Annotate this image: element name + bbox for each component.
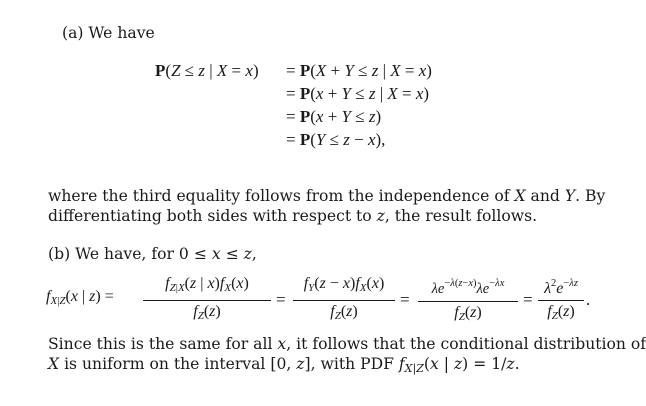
- final-period: .: [586, 290, 591, 309]
- eq2: = P(x + Y ≤ z | X = x): [286, 84, 430, 103]
- fraction-4-numerator: $\lambda^2e^{-\lambda z}$: [544, 278, 578, 297]
- fraction-1-numerator: $f_{Z|X}(z$ | $x)f_X(x)$: [165, 275, 249, 294]
- fraction-1: [143, 274, 271, 326]
- part-a-heading: (a) We have: [62, 24, 155, 42]
- equals-sign-1: =: [276, 290, 286, 309]
- eq1-rhs: = P(X + Y ≤ z | X = x): [286, 61, 432, 80]
- part-a-text-line-2: differentiating both sides with respect to z, the result follows.: [48, 207, 538, 225]
- part-a-text-line-1: where the third equality follows from the independence of X and Y. By: [48, 187, 606, 205]
- equals-sign-2: =: [400, 290, 410, 309]
- part-b-text-line-2: X is uniform on the interval [0, z], with PDF $f_{X|Z}(x$ | z) = 1/z.: [48, 355, 520, 375]
- fraction-4: [538, 274, 584, 326]
- fraction-1-denominator: $f_Z(z)$: [193, 303, 221, 322]
- eq3: = P(x + Y ≤ z): [286, 107, 382, 126]
- eq4: = P(Y ≤ z − x),: [286, 130, 386, 149]
- part-b-lhs: $f_{X|Z}(x$ | z) =: [46, 288, 114, 307]
- equals-sign-3: =: [523, 290, 533, 309]
- fraction-3-denominator: $f_Z(z)$: [454, 304, 482, 323]
- fraction-2-denominator: $f_Z(z)$: [330, 303, 358, 322]
- fraction-2-numerator: $f_Y(z - x)f_X(x)$: [303, 275, 385, 294]
- fraction-4-denominator: $f_Z(z)$: [547, 303, 575, 322]
- eq1-lhs: P(Z ≤ z | X = x): [155, 61, 259, 80]
- part-b-text-line-1: Since this is the same for all x, it follows that the conditional distribution of: [48, 335, 646, 353]
- part-b-heading: (b) We have, for 0 ≤ x ≤ z,: [48, 245, 257, 263]
- fraction-2: [293, 274, 395, 326]
- fraction-3-numerator: $\lambda e^{-\lambda(z-x)}\lambda e^{-\lambda x}$: [431, 278, 505, 297]
- fraction-3: [418, 274, 518, 327]
